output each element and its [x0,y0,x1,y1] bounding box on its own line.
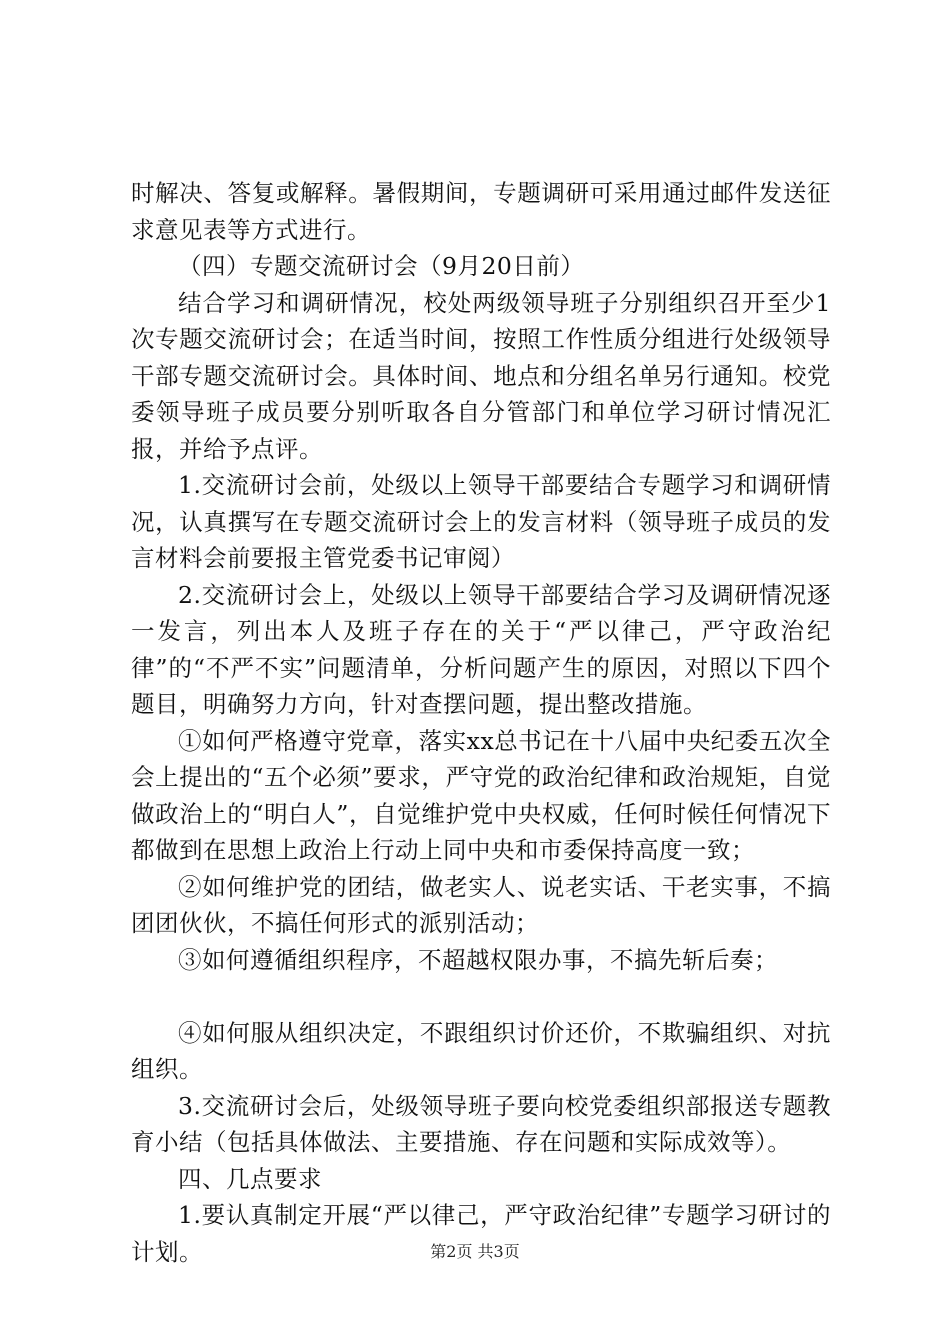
paragraph-continuation: 时解决、答复或解释。暑假期间，专题调研可采用通过邮件发送征求意见表等方式进行。 [131,179,831,244]
paragraph-seminar-overview: 结合学习和调研情况，校处两级领导班子分别组织召开至少1次专题交流研讨会；在适当时间，按照工作性质分组进行处级领导干部专题交流研讨会。具体时间、地点和分组名单另行通知。校党委领导班子成员要分别听取各自分管部门和单位学习研讨情况汇报，并给予点评。 [131,288,831,463]
paragraph-topic-1: ①如何严格遵守党章，落实xx总书记在十八届中央纪委五次全会上提出的“五个必须”要求，严守党的政治纪律和政治规矩，自觉做政治上的“明白人”，自觉维护党中央权威，任何时候任何情况下都做到在思想上政治上行动上同中央和市委保持高度一致； [131,726,831,864]
blank-line [131,978,831,1015]
paragraph-topic-2: ②如何维护党的团结，做老实人、说老实话、干老实事，不搞团团伙伙，不搞任何形式的派别活动； [131,872,831,937]
page-footer: 第2页 共3页 [430,1242,520,1261]
paragraph-topic-4: ④如何服从组织决定，不跟组织讨价还价，不欺骗组织、对抗组织。 [131,1018,831,1083]
paragraph-item-3: 3.交流研讨会后，处级领导班子要向校党委组织部报送专题教育小结（包括具体做法、主要措施、存在问题和实际成效等）。 [131,1091,831,1156]
paragraph-requirement-1: 1.要认真制定开展“严以律己，严守政治纪律”专题学习研讨的计划。 [131,1201,831,1266]
paragraph-item-2: 2.交流研讨会上，处级以上领导干部要结合学习及调研情况逐一发言，列出本人及班子存在的关于“严以律己，严守政治纪律”的“不严不实”问题清单，分析问题产生的原因，对照以下四个题目，明确努力方向，针对查摆问题，提出整改措施。 [131,580,831,718]
paragraph-topic-3: ③如何遵循组织程序，不超越权限办事，不搞先斩后奏； [178,945,778,974]
section-heading-requirements: 四、几点要求 [178,1164,322,1193]
paragraph-item-1: 1.交流研讨会前，处级以上领导干部要结合专题学习和调研情况，认真撰写在专题交流研讨会上的发言材料（领导班子成员的发言材料会前要报主管党委书记审阅） [131,471,831,572]
document-body [131,175,831,1270]
section-heading-seminar: （四）专题交流研讨会（9月20日前） [178,252,585,280]
